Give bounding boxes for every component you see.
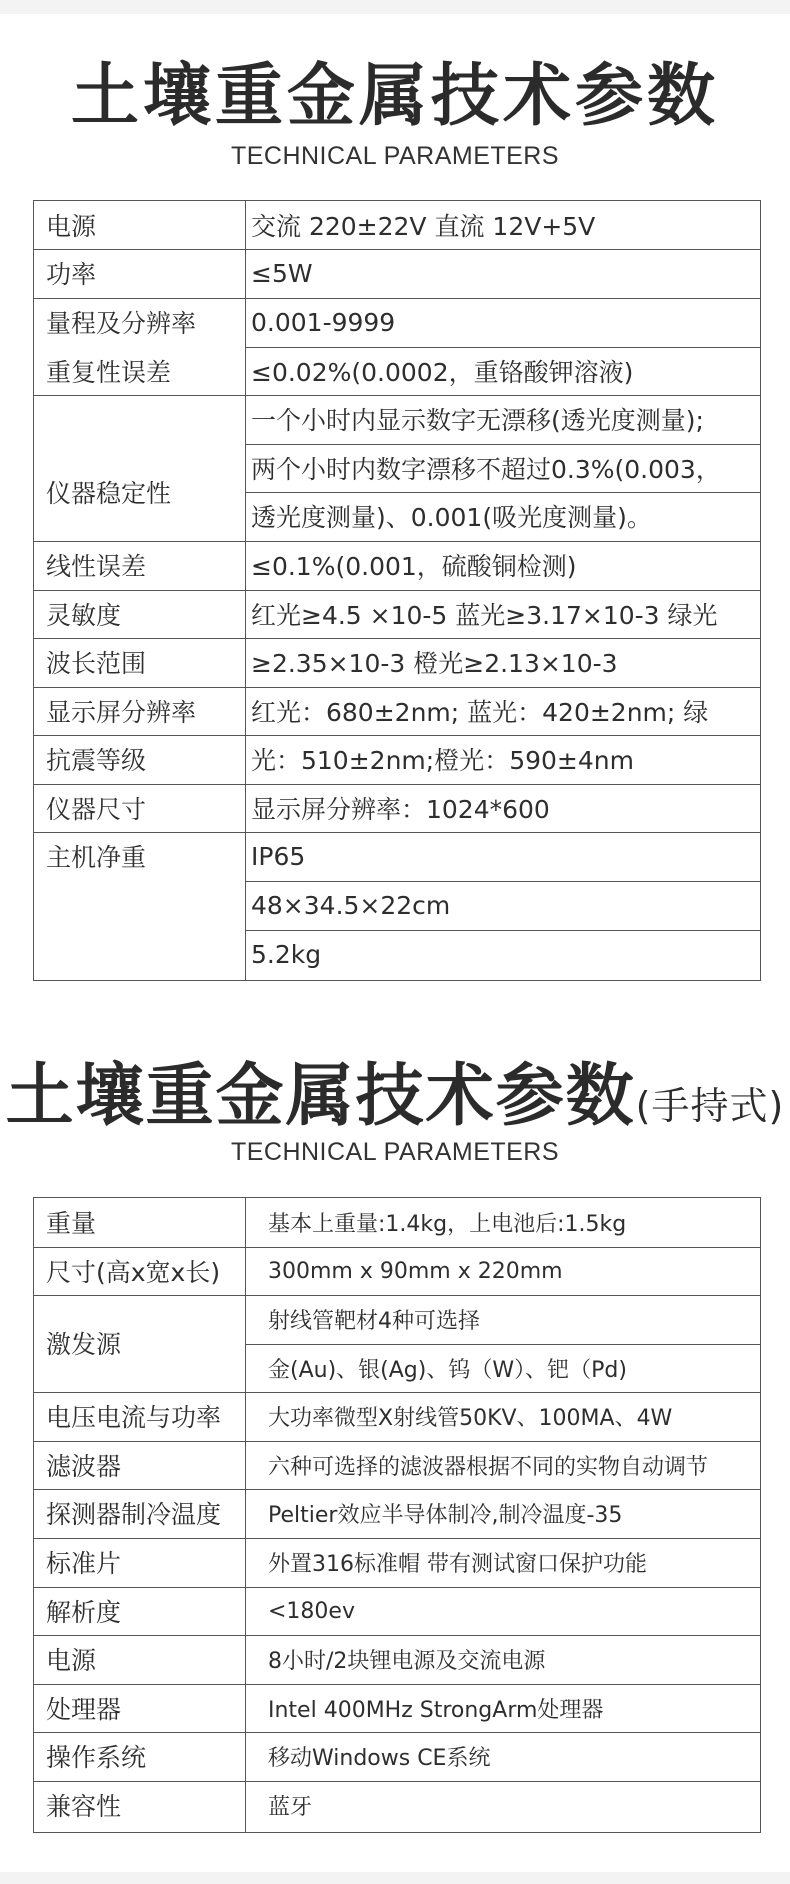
row-divider	[245, 930, 760, 931]
spec-label: 处理器	[46, 1695, 122, 1724]
spec-label: 波长范围	[46, 649, 147, 678]
spec-label: 量程及分辨率	[46, 309, 197, 338]
spec-value: ≤0.1%(0.001，硫酸铜检测)	[251, 552, 577, 581]
spec-label: 电压电流与功率	[46, 1403, 222, 1432]
section1-subtitle: TECHNICAL PARAMETERS	[230, 142, 560, 170]
spec-value: 透光度测量)、0.001(吸光度测量)。	[251, 503, 652, 532]
row-divider	[34, 1587, 760, 1588]
spec-value: 48×34.5×22cm	[251, 890, 451, 920]
spec-value: 5.2kg	[251, 939, 322, 969]
spec-label: 操作系统	[46, 1743, 147, 1772]
spec-label: 仪器尺寸	[46, 795, 147, 824]
spec-value: 0.001-9999	[251, 307, 396, 337]
spec-label: 电源	[46, 1646, 97, 1675]
spec-label: 仪器稳定性	[46, 479, 172, 508]
spec-value: 大功率微型X射线管50KV、100MA、4W	[268, 1405, 673, 1431]
spec-label: 电源	[46, 212, 97, 241]
spec-value: ≥2.35×10-3 橙光≥2.13×10-3	[251, 649, 618, 678]
section2-spec-table	[33, 1197, 761, 1833]
top-band	[0, 0, 790, 14]
table-divider	[245, 1198, 246, 1832]
row-divider	[34, 249, 760, 250]
spec-label: 抗震等级	[46, 746, 147, 775]
spec-value: ≤5W	[251, 258, 313, 288]
spec-value: 8小时/2块锂电源及交流电源	[268, 1648, 546, 1674]
spec-label: 滤波器	[46, 1452, 122, 1481]
spec-value: 基本上重量:1.4kg，上电池后:1.5kg	[268, 1211, 627, 1237]
spec-value: Peltier效应半导体制冷,制冷温度-35	[268, 1502, 623, 1528]
spec-value: Intel 400MHz StrongArm处理器	[268, 1697, 604, 1723]
section2-subtitle: TECHNICAL PARAMETERS	[230, 1138, 560, 1166]
spec-value: 金(Au)、银(Ag)、钨（W）、钯（Pd)	[268, 1357, 627, 1383]
spec-value: 300mm x 90mm x 220mm	[268, 1258, 563, 1284]
section1-spec-table	[33, 200, 761, 981]
spec-label: 重复性误差	[46, 358, 172, 387]
spec-label: 激发源	[46, 1330, 122, 1359]
section2-title	[0, 1042, 790, 1139]
spec-value: 六种可选择的滤波器根据不同的实物自动调节	[268, 1454, 709, 1480]
spec-value: ≤0.02%(0.0002，重铬酸钾溶液)	[251, 358, 634, 387]
spec-value: 红光≥4.5 ×10-5 蓝光≥3.17×10-3 绿光	[251, 601, 718, 630]
spec-label: 线性误差	[46, 552, 147, 581]
row-divider	[34, 1781, 760, 1782]
spec-value: <180ev	[268, 1598, 355, 1624]
spec-value: 射线管靶材4种可选择	[268, 1308, 480, 1334]
spec-label: 显示屏分辨率	[46, 698, 197, 727]
section1-title: 土壤重金属技术参数	[70, 57, 719, 136]
spec-value: IP65	[251, 841, 306, 871]
spec-value: 红光：680±2nm; 蓝光：420±2nm; 绿	[251, 698, 709, 727]
spec-label: 灵敏度	[46, 601, 122, 630]
bottom-band	[0, 1872, 790, 1884]
spec-value: 显示屏分辨率：1024*600	[251, 795, 550, 824]
spec-label: 尺寸(高x宽x长)	[46, 1258, 221, 1287]
spec-value: 外置316标准帽 带有测试窗口保护功能	[268, 1551, 647, 1577]
spec-value: 移动Windows CE系统	[268, 1745, 491, 1771]
spec-value: 光：510±2nm;橙光：590±4nm	[251, 746, 634, 775]
spec-value: 蓝牙	[268, 1794, 313, 1820]
spec-value: 两个小时内数字漂移不超过0.3%(0.003，	[251, 455, 721, 484]
spec-label: 标准片	[46, 1549, 122, 1578]
section2-title-suffix: (手持式)	[635, 1084, 785, 1128]
spec-value: 一个小时内显示数字无漂移(透光度测量);	[251, 406, 704, 435]
spec-label: 解析度	[46, 1598, 122, 1627]
spec-label: 主机净重	[46, 843, 147, 872]
spec-label: 重量	[46, 1209, 97, 1238]
section2-title-main: 土壤重金属技术参数	[5, 1057, 636, 1136]
spec-value: 交流 220±22V 直流 12V+5V	[251, 212, 596, 241]
spec-label: 兼容性	[46, 1792, 122, 1821]
spec-label: 探测器制冷温度	[46, 1500, 222, 1529]
spec-label: 功率	[46, 260, 97, 289]
